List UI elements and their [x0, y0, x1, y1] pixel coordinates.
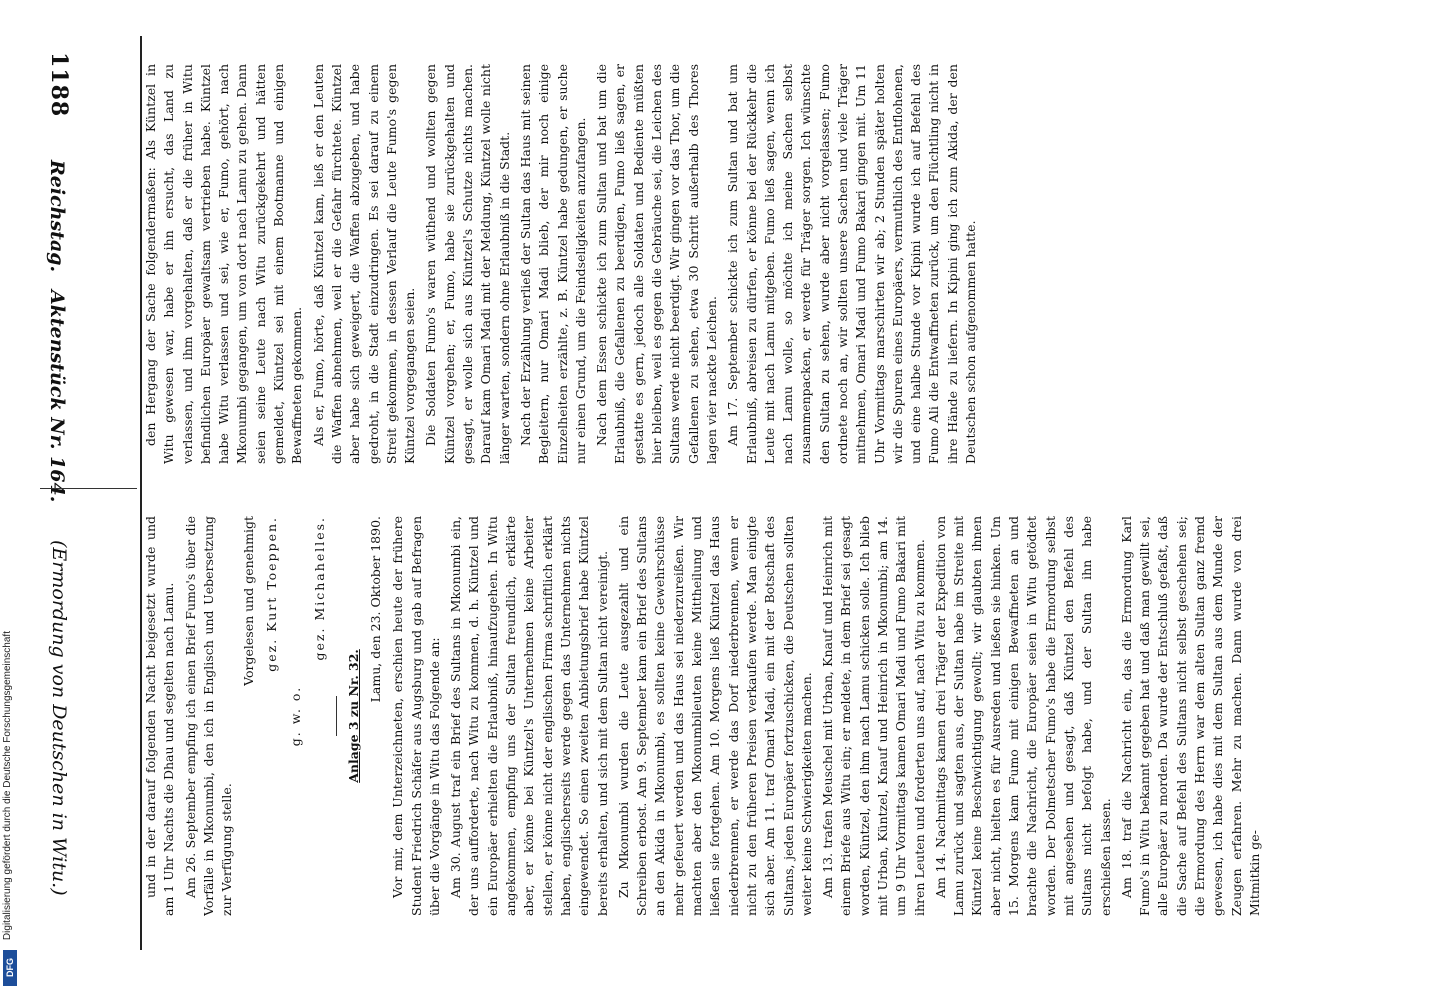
left-paragraph-1: den Hergang der Sache folgendermaßen: Als Küntzel in Witu gewesen war, habe er ihn ersucht, das Land zu verlassen, und ihm vorgehalten, daß er die früher in Witu befindlichen Europäer gewaltsam vertrieben habe. Küntzel habe Witu verlassen und sei, wie er, Fumo, gehört, nach Mkonumbi gegangen, um von dort nach Lamu zu gehen. Dann seien seine Leute nach Witu zurückgekehrt und hätten gemeldet, Küntzel sei mit einem Bootmanne und einigen Bewaffneten gekommen. [143, 64, 305, 464]
left-paragraph-4: Nach der Erzählung verließ der Sultan das Haus mit seinen Begleitern, nur Omari Madi blieb, der mir noch einige Einzelheiten erzählte, z. B. Küntzel habe gedungen, er suche nur einen Grund, um die Feindseligkeiten anzufangen. [517, 64, 588, 464]
appendix-paragraph-3: Zu Mkonumbi wurden die Leute ausgezahlt und ein Schreiben erbost. Am 9. September kam ein Brief des Sultans an den Akida in Mkonumbi, es sollten keine Gewehrschüsse mehr gefeuert werden und das Haus sei niederzureißen. Wir machten aber den Mkonumbileuten keine Mittheilung und ließen sie fortgehen. Am 10. Morgens ließ Küntzel das Haus niederbrennen, er werde das Dorf niederbrennen, wenn er nicht zu den früheren Preisen verkaufen werde. Man einigte sich aber. Am 11. traf Omari Madi, ein mit der Botschaft des Sultans, jeden Europäer fortzuschicken, die Deutschen sollten weiter keine Schwierigkeiten machen. [615, 516, 814, 916]
left-paragraph-6: Am 17. September schickte ich zum Sultan und bat um Erlaubniß, abreisen zu dürfen, er könne bei der Rückkehr die Leute mit nach Lamu mitgeben. Fumo ließ sagen, wenn ich nach Lamu wolle, so möchte ich meine Sachen selbst zusammenpacken, er werde für Träger sorgen. Ich wünschte den Sultan zu sehen, wurde aber nicht vorgelassen; Fumo ordnete noch an, wir sollten unsere Sachen und viele Träger mitnehmen, Omari Madi und Fumo Bakari gingen mit. Um 11 Uhr Vormittags marschirten wir ab; 2 Stunden später holten wir die Spuren eines Europäers, vermuthlich des Entflohenen, und eine halbe Stunde vor Kipini wurde ich auf Befehl des Fumo Ali die Entwaffneten zurück, um den Flüchtling nicht in ihre Hände zu liefern. In Kipini ging ich zum Akida, der den Deutschen schon aufgenommen hatte. [725, 64, 979, 464]
signature-name: gez. Kurt Toeppen. [263, 516, 279, 672]
dateline: Lamu, den 23. Oktober 1890. [367, 516, 383, 703]
digitization-credit [0, 0, 20, 1000]
right-paragraph-1: und in der darauf folgenden Nacht beigesetzt wurde und am 1 Uhr Nachts die Dhau und segelten nach Lamu. [143, 516, 177, 916]
left-paragraph-2: Als er, Fumo, hörte, daß Küntzel kam, ließ er den Leuten die Waffen abnehmen, weil er die Gefahr fürchtete. Küntzel aber habe sich geweigert, die Waffen abzugeben, und habe gedroht, in die Stadt einzudringen. Es sei darauf zu einem Streit gekommen, in dessen Verlauf die Leute Fumo's gegen Küntzel vorgegangen seien. [310, 64, 418, 464]
appendix-paragraph-4: Am 13. trafen Meuschel mit Urban, Knauf und Heinrich mit einem Briefe aus Witu ein; er meldete, in dem Brief sei gesagt worden, Küntzel, den ihm nach Lamu schicken solle. Ich blieb mit Urban, Küntzel, Knauf und Heinrich in Mkonumbi; am 14. um 9 Uhr Vormittags kamen Omari Madi und Fumo Bakari mit ihren Leuten und forderten uns auf, nach Witu zu kommen. [820, 516, 927, 916]
left-column [142, 64, 1392, 464]
right-paragraph-2: Am 26. September empfing ich einen Brief Fumo's über die Vorfälle in Mkonumbi, den ich in Englisch und Uebersetzung zur Verfügung stelle. [182, 516, 235, 916]
header-center-title: Aktenstück Nr. 164. [46, 290, 68, 503]
column-divider [40, 488, 137, 489]
page-number: 1188 [46, 52, 72, 118]
header-left-title: Reichstag. [46, 160, 68, 273]
appendix-heading: Anlage 3 zu Nr. 32. [345, 649, 361, 783]
dfg-logo: DFG [3, 950, 17, 986]
attest-name: gez. Michahelles. [312, 516, 328, 661]
right-column [142, 516, 1392, 916]
appendix-paragraph-2: Am 30. August traf ein Brief des Sultans in Mkonumbi ein, der uns aufforderte, nach Witu zu kommen, d. h. Küntzel und ein Europäer erhielten die Erlaubniß, hinaufzugehen. In Witu angekommen, empfing uns der Sultan freundlich, erklärte aber, er könne bei Küntzel's Unternehmen keine Arbeiter stellen, er könne nicht der englischen Firma schriftlich erklärt haben, englischerseits werde gegen das Unternehmen nichts eingewendet. So einen zweiten Anbietungsbrief habe Küntzel bereits erhalten, und sich mit dem Sultan nicht vereinigt. [448, 516, 610, 916]
appendix-paragraph-1: Vor mir, dem Unterzeichneten, erschien heute der frühere Student Friedrich Schäfer aus Augsburg und gab auf Befragen über die Vorgänge in Witu das Folgende an: [390, 516, 442, 916]
section-rule [336, 696, 337, 736]
attest-mark: g. w. o. [288, 685, 304, 747]
credit-text: Digitalisierung gefördert durch die Deutsche Forschungsgemeinschaft [2, 630, 13, 940]
appendix-paragraph-5: Am 14. Nachmittags kamen drei Träger der Expedition von Lamu zurück und sagten aus, der Sultan habe im Streite mit Küntzel keine Beschwichtigung gewollt; wir glaubten ihnen aber nicht, hielten es für Ausreden und ließen sie hinken. Um 15. Morgens kam Fumo mit einigen Bewaffneten an und brachte die Nachricht, die Europäer seien in Witu getödtet worden. Der Dolmetscher Fumo's habe die Ermordung selbst mit angesehen und gesagt, daß Küntzel den Befehl des Sultans nicht befolgt habe, und der Sultan ihn habe erschießen lassen. [932, 516, 1113, 916]
left-paragraph-3: Die Soldaten Fumo's waren wüthend und wollten gegen Küntzel vorgehen; er, Fumo, habe sie zurückgehalten und gesagt, er wolle sich aus Küntzel's Schutze nichts machen. Darauf kam Omari Madi mit der Meldung, Küntzel wolle nicht länger warten, sondern ohne Erlaubniß in die Stadt. [423, 64, 512, 464]
signature-intro: Vorgelesen und genehmigt [241, 516, 257, 686]
header-right-title: (Ermordung von Deutschen in Witu.) [48, 540, 70, 896]
left-paragraph-5: Nach dem Essen schickte ich zum Sultan und bat um die Erlaubniß, die Gefallenen zu beerdigen, Fumo ließ sagen, er gestatte es gern, jedoch alle Soldaten und Bediente müßten hier bleiben, weil es gegen die Gebräuche sei, die Leichen des Sultans werde nicht beerdigt. Wir gingen vor das Thor, um die Gefallenen zu sehen, etwa 30 Schritt außerhalb des Thores lagen vier nackte Leichen. [594, 64, 719, 464]
appendix-paragraph-6: Am 18. traf die Nachricht ein, das die Ermordung Karl Fumo's in Witu bekannt gegeben hat und daß man gewillt sei, alle Europäer zu morden. Da wurde der Entschluß gefaßt, daß die Sache auf Befehl des Sultans nicht selbst geschehen sei; die Ermordung des Herrn war dem alten Sultan ganz fremd gewesen, ich habe dies mit dem Sultan aus dem Munde der Zeugen erfahren. Mehr zu machen. Dann wurde von drei Mitmitkin ge- [1118, 516, 1262, 916]
